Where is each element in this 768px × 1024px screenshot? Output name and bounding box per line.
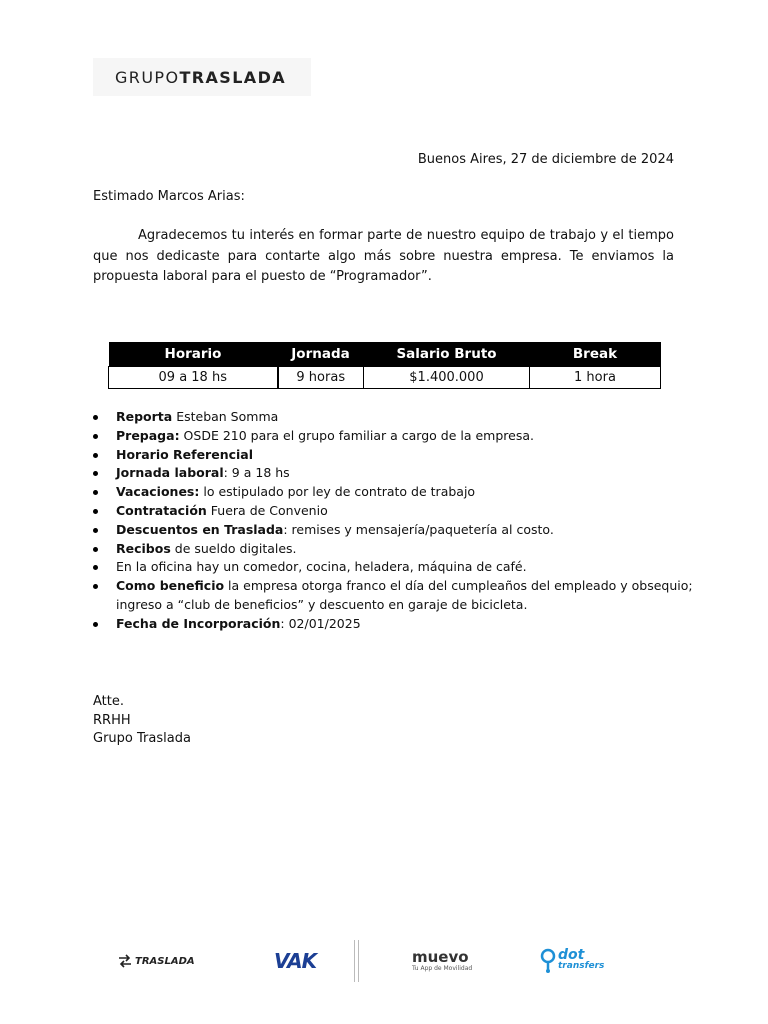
traslada-logo-text: TRASLADA — [135, 955, 195, 967]
bullet-icon — [93, 509, 98, 514]
list-item-text: OSDE 210 para el grupo familiar a cargo de la empresa. — [179, 427, 534, 443]
list-item — [93, 521, 693, 540]
list-item — [93, 577, 693, 615]
offer-table-row — [109, 367, 661, 389]
footer-divider — [354, 940, 359, 982]
bullet-icon — [93, 490, 98, 495]
offer-table-header: Break — [530, 342, 661, 367]
list-item-label: Como beneficio — [116, 578, 225, 594]
offer-table — [108, 342, 661, 389]
list-item-text: Fuera de Convenio — [206, 502, 328, 518]
list-item — [93, 408, 693, 427]
transfers-logo-text: transfers — [558, 961, 605, 971]
list-item — [93, 615, 693, 634]
logo-word-grupo: GRUPO — [115, 67, 180, 87]
dot-transfers-logo — [540, 940, 604, 982]
letter-date: Buenos Aires, 27 de diciembre de 2024 — [417, 152, 674, 167]
muevo-tagline: Tu App de Movilidad — [412, 965, 473, 972]
offer-table-header: Jornada — [278, 342, 364, 367]
list-item — [93, 483, 693, 502]
list-item-label: Descuentos en Traslada — [116, 521, 284, 537]
list-item-label: Jornada laboral — [116, 465, 224, 481]
signature-closing: Atte. — [93, 694, 124, 709]
list-item-text: : 02/01/2025 — [280, 615, 361, 631]
list-item-text: : remises y mensajería/paquetería al costo. — [283, 521, 554, 537]
list-item — [93, 427, 693, 446]
logo-word-traslada: TRASLADA — [179, 67, 287, 87]
signature-company: Grupo Traslada — [93, 731, 191, 746]
list-item — [93, 464, 693, 483]
muevo-logo — [412, 940, 472, 982]
bullet-icon — [93, 415, 98, 420]
offer-table-cell: 9 horas — [278, 367, 364, 389]
list-item-label: Reporta — [116, 409, 173, 424]
vak-logo-text: VAK — [274, 949, 317, 973]
company-logo — [93, 58, 311, 96]
bullet-icon — [93, 471, 98, 476]
offer-table-cell: 09 a 18 hs — [109, 367, 278, 389]
list-item — [93, 502, 693, 521]
list-item-label: Vacaciones: — [116, 484, 200, 500]
list-item — [93, 558, 693, 577]
list-item-text: de sueldo digitales. — [170, 540, 297, 556]
bullet-icon — [93, 622, 98, 627]
bullet-icon — [93, 528, 98, 533]
offer-table-cell: 1 hora — [530, 367, 661, 389]
bullet-icon — [93, 547, 98, 552]
muevo-logo-text: muevo — [412, 948, 469, 966]
list-item-label: Prepaga: — [116, 427, 180, 443]
offer-table-header: Salario Bruto — [364, 342, 530, 367]
offer-table-cell: $1.400.000 — [364, 367, 530, 389]
list-item-label: Horario Referencial — [116, 446, 254, 462]
list-item-label: Contratación — [116, 502, 207, 518]
traslada-arrows-icon — [118, 954, 132, 968]
bullet-icon — [93, 565, 98, 570]
company-logo-text — [115, 68, 286, 87]
letter-greeting: Estimado Marcos Arias: — [93, 189, 245, 204]
list-item — [93, 446, 693, 465]
benefits-list — [93, 408, 693, 634]
list-item-label: Fecha de Incorporación — [116, 615, 281, 631]
offer-table-header-row — [109, 342, 661, 367]
list-item-text: En la oficina hay un comedor, cocina, heladera, máquina de café. — [116, 559, 527, 575]
signature-department: RRHH — [93, 712, 131, 728]
signature-block — [93, 693, 191, 749]
letter-intro-paragraph: Agradecemos tu interés en formar parte de nuestro equipo de trabajo y el tiempo que nos dedicaste para contarte algo más sobre nuestra empresa. Te enviamos la propuesta laboral para el puesto de “Programador”. — [93, 228, 674, 284]
location-pin-icon — [540, 948, 556, 974]
dot-logo-text: dot — [558, 947, 585, 963]
bullet-icon — [93, 453, 98, 458]
list-item — [93, 540, 693, 559]
bullet-icon — [93, 434, 98, 439]
traslada-logo — [118, 940, 195, 982]
list-item-text: lo estipulado por ley de contrato de trabajo — [199, 484, 476, 500]
bullet-icon — [93, 584, 98, 589]
list-item-text: Esteban Somma — [172, 409, 279, 424]
list-item-text: : 9 a 18 hs — [223, 465, 290, 481]
list-item-text: la empresa otorga franco el día del cumpleaños del empleado y obsequio; ingreso a “club de beneficios” y descuento en garaje de bicicleta. — [116, 578, 693, 612]
vak-logo — [274, 940, 316, 982]
offer-table-header: Horario — [109, 342, 278, 367]
list-item-label: Recibos — [116, 540, 171, 556]
